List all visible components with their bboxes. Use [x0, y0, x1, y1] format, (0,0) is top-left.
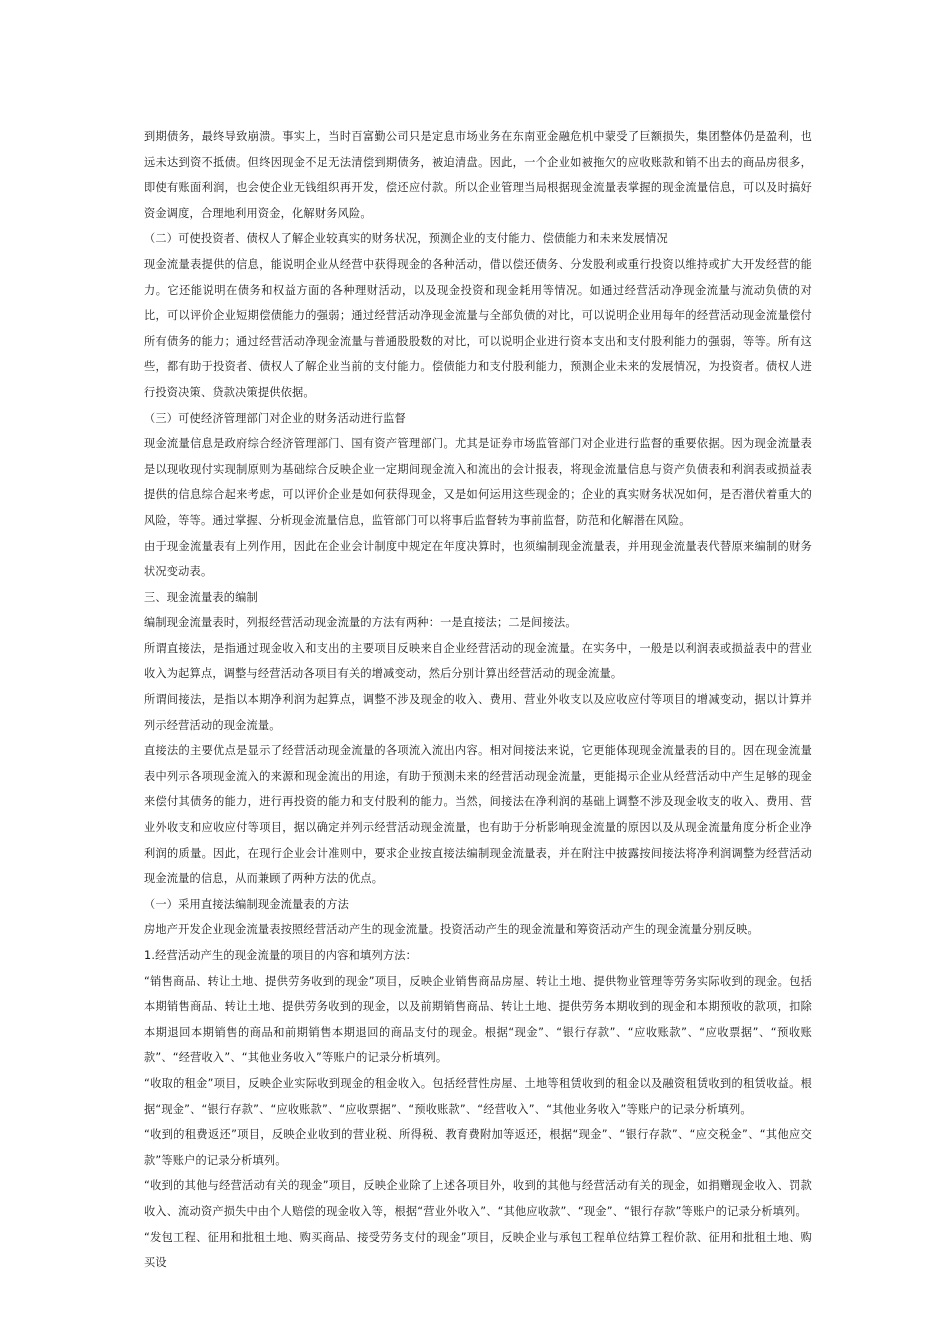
- paragraph-5: 现金流量信息是政府综合经济管理部门、国有资产管理部门。尤其是证券市场监管部门对企业进行监督的重要依据。因为现金流量表是以现收现付实现制原则为基础综合反映企业一定期间现金流入和流出的会计报表，将现金流量信息与资产负债表和利润表或损益表提供的信息综合起来考虑，可以评价企业是如何获得现金，又是如何运用这些现金的；企业的真实财务状况如何，是否潜伏着重大的风险，等等。通过掌握、分析现金流量信息，监管部门可以将事后监督转为事前监督，防范和化解潜在风险。: [144, 437, 812, 527]
- subheading-2: （二）可使投资者、债权人了解企业较真实的财务状况，预测企业的支付能力、偿债能力和未来发展情况: [144, 232, 668, 246]
- paragraph-6: 由于现金流量表有上列作用，因此在企业会计制度中规定在年度决算时，也须编制现金流量表，并用现金流量表代替原来编制的财务状况变动表。: [144, 539, 812, 579]
- paragraph-1: 到期债务，最终导致崩溃。事实上，当时百富勤公司只是定息市场业务在东南亚金融危机中蒙受了巨额损失，集团整体仍是盈利，也远未达到资不抵债。但终因现金不足无法清偿到期债务，被迫清盘。因此，一个企业如被拖欠的应收账款和销不出去的商品房很多，即使有账面利润，也会使企业无钱组织再开发，偿还应付款。所以企业管理当局根据现金流量表掌握的现金流量信息，可以及时搞好资金调度，合理地利用资金，化解财务风险。: [144, 130, 812, 220]
- section-heading-3: 三、现金流量表的编制: [144, 590, 258, 604]
- paragraph-3: 现金流量表提供的信息，能说明企业从经营中获得现金的各种活动，借以偿还债务、分发股利或重行投资以维持或扩大开发经营的能力。它还能说明在债务和权益方面的各种理财活动，以及现金投资和现金耗用等情况。如通过经营活动净现金流量与流动负债的对比，可以评价企业短期偿债能力的强弱；通过经营活动净现金流量与全部负债的对比，可以说明企业用每年的经营活动现金流量偿付所有债务的能力；通过经营活动净现金流量与普通股股数的对比，可以说明企业进行资本支出和支付股利能力的强弱，等等。所有这些，都有助于投资者、债权人了解企业当前的支付能力。偿债能力和支付股利能力，预测企业未来的发展情况，为投资者。债权人进行投资决策、贷款决策提供依据。: [144, 257, 812, 399]
- paragraph-15: “销售商品、转让土地、提供劳务收到的现金”项目，反映企业销售商品房屋、转让土地、提供物业管理等劳务实际收到的现金。包括本期销售商品、转让土地、提供劳务收到的现金，以及前期销售商品、转让土地、提供劳务本期收到的现金和本期预收的款项，扣除本期退回本期销售的商品和前期销售本期退回的商品支付的现金。根据“现金”、“银行存款”、“应收账款”、“应收票据”、“预收账款”、“经营收入”、“其他业务收入”等账户的记录分析填列。: [144, 974, 812, 1065]
- document-body: [144, 124, 812, 1276]
- paragraph-13: 房地产开发企业现金流量表按照经营活动产生的现金流量。投资活动产生的现金流量和筹资活动产生的现金流量分别反映。: [144, 923, 759, 937]
- subheading-direct-method: （一）采用直接法编制现金流量表的方法: [144, 897, 349, 911]
- paragraph-10: 所谓间接法，是指以本期净利润为起算点，调整不涉及现金的收入、费用、营业外收支以及应收应付等项目的增减变动，据以计算并列示经营活动的现金流量。: [144, 693, 812, 732]
- numbered-heading-1: 1.经营活动产生的现金流量的项目的内容和填列方法：: [144, 949, 417, 962]
- paragraph-8: 编制现金流量表时，列报经营活动现金流量的方法有两种：一是直接法；二是间接法。: [144, 616, 577, 630]
- subheading-3: （三）可使经济管理部门对企业的财务活动进行监督: [144, 411, 406, 425]
- paragraph-16: “收取的租金”项目，反映企业实际收到现金的租金收入。包括经营性房屋、土地等租赁收到的租金以及融资租赁收到的租赁收益。根据“现金”、“银行存款”、“应收账款”、“应收票据”、“预收账款”、“经营收入”、“其他业务收入”等账户的记录分析填列。: [144, 1076, 812, 1116]
- paragraph-19: “发包工程、征用和批租土地、购买商品、接受劳务支付的现金”项目，反映企业与承包工程单位结算工程价款、征用和批租土地、购买设: [144, 1230, 812, 1270]
- paragraph-18: “收到的其他与经营活动有关的现金”项目，反映企业除了上述各项目外，收到的其他与经营活动有关的现金，如捐赠现金收入、罚款收入、流动资产损失中由个人赔偿的现金收入等，根据“营业外收入”、“其他应收款”、“现金”、“银行存款”等账户的记录分析填列。: [144, 1179, 812, 1218]
- paragraph-9: 所谓直接法，是指通过现金收入和支出的主要项目反映来自企业经营活动的现金流量。在实务中，一般是以利润表或损益表中的营业收入为起算点，调整与经营活动各项目有关的增减变动，然后分别计算出经营活动的现金流量。: [144, 641, 812, 681]
- paragraph-17: “收到的租费返还”项目，反映企业收到的营业税、所得税、教育费附加等返还，根据“现金”、“银行存款”、“应交税金”、“其他应交款”等账户的记录分析填列。: [144, 1128, 812, 1167]
- paragraph-11: 直接法的主要优点是显示了经营活动现金流量的各项流入流出内容。相对间接法来说，它更能体现现金流量表的目的。因在现金流量表中列示各项现金流入的来源和现金流出的用途，有助于预测未来的经营活动现金流量，更能揭示企业从经营活动中产生足够的现金来偿付其债务的能力，进行再投资的能力和支付股利的能力。当然，间接法在净利润的基础上调整不涉及现金收支的收入、费用、营业外收支和应收应付等项目，据以确定并列示经营活动现金流量，也有助于分析影响现金流量的原因以及从现金流量角度分析企业净利润的质量。因此，在现行企业会计准则中，要求企业按直接法编制现金流量表，并在附注中披露按间接法将净利润调整为经营活动现金流量的信息，从而兼顾了两种方法的优点。: [144, 744, 812, 886]
